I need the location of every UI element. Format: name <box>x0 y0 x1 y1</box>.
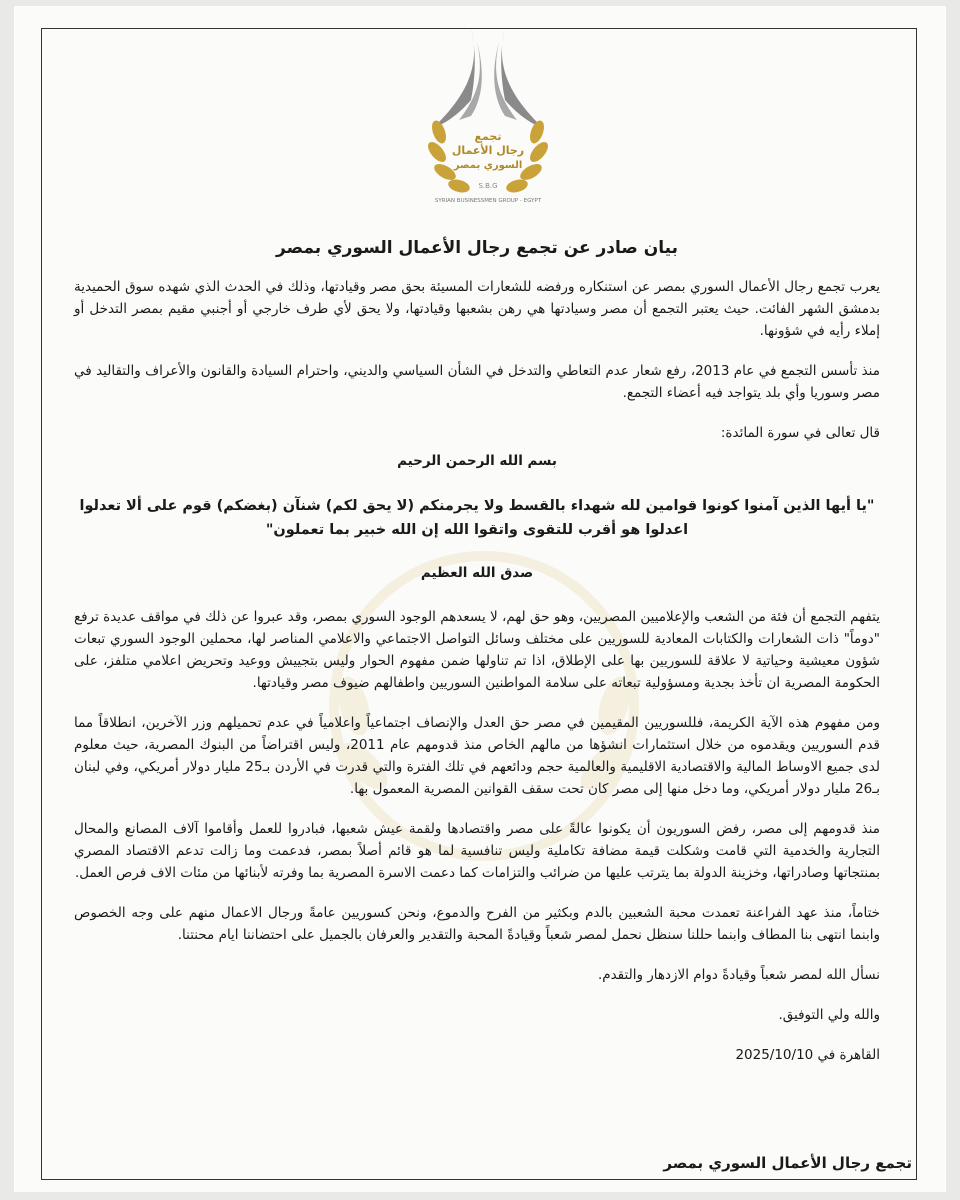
closing-line: والله ولي التوفيق. <box>778 1007 880 1023</box>
logo-abbr: S.B.G <box>478 182 498 190</box>
paragraph-media: يتفهم التجمع أن فئة من الشعب والإعلاميين المصريين، وهو حق لهم، لا يسعدهم الوجود السوري بمصر، وقد عبروا عن ذلك في مواقف عديدة ترفع "دوماً" ذات الشعارات والكتابات المعادية للسوريين على مختلف وسائل التواصل الاجتماعي والاعلامي المناصر لها، محملين الوجود السوري تبعات شؤون معيشية وحياتية لا علاقة للسوريين بها على الإطلاق، اذا تم تناولها ضمن مفهوم الحوار وليس بتجييش ووعيد وتحريض اعلامي متلفز، على الحكومة المصرية ان تأخذ بجدية ومسؤولية تبعاته على سلامة المواطنين السوريين واطفالهم ضيوف مصر وقيادتها. <box>74 609 880 691</box>
quran-intro: قال تعالى في سورة المائدة: <box>720 425 880 441</box>
statement-title: بيان صادر عن تجمع رجال الأعمال السوري بمصر <box>276 238 678 258</box>
paragraph-conclusion: ختاماً، منذ عهد الفراعنة تعمدت محبة الشعبين بالدم وبكثير من الفرح والدموع، ونحن كسوريين عامةً ورجال الاعمال منهم على وجه الخصوص وابنما انتهى بنا المطاف وابنما حللنا سنظل نحمل لمصر شعباً وقيادةً المحبة والتقدير والعرفان بالجميل على احتضاننا ايام محنتنا. <box>74 905 880 943</box>
sadaqa-line: صدق الله العظيم <box>420 565 534 581</box>
logo-line-2: رجال الأعمال <box>451 144 525 157</box>
date-line: القاهرة في 2025/10/10 <box>735 1047 880 1063</box>
paragraph-investments: ومن مفهوم هذه الآية الكريمة، فللسوريين المقيمين في مصر حق العدل والإنصاف اجتماعياً واعلامياً في عدم تحميلهم وزر الآخرين، انطلاقاً مما قدم السوريين ويقدموه من خلال استثمارات انشؤها من مالهم الخاص منذ قدومهم عام 2011، وليس اقتراضاً من البنوك المصرية، حيث معلوم لدى جميع الاوساط المالية والاقتصادية الاقليمية والعالمية حجم ودائعهم في تلك الفترة والتي قدرت في الأردن بـ25 مليار دولار أمريكي، وفي لبنان بـ26 مليار دولار أمريكي، وما دخل منها إلى مصر كان تحت سقف القوانين المصرية المعمول بها. <box>74 715 880 797</box>
logo-ring-text: SYRIAN BUSINESSMEN GROUP - EGYPT <box>434 198 542 204</box>
basmala: بسم الله الرحمن الرحيم <box>397 453 557 469</box>
logo-line-3: السوري بمصر <box>453 160 523 171</box>
logo-line-1: تجمع <box>474 130 502 143</box>
statement-body <box>74 238 880 1084</box>
paragraph-founding: منذ تأسس التجمع في عام 2013، رفع شعار عدم التعاطي والتدخل في الشأن السياسي والديني، واحترام السيادة والقانون والأعراف والتقاليد في مصر وسوريا وأي بلد يتواجد فيه أعضاء التجمع. <box>74 363 880 401</box>
paragraph-contribution: منذ قدومهم إلى مصر، رفض السوريون أن يكونوا عالةً على مصر واقتصادها ولقمة عيش شعبها، فبادروا للعمل وأقاموا آلاف المصانع والمحال التجارية والخدمية التي قامت وشكلت قيمة مضافة تكاملية وليس تنافسية لما هو قائم أصلاً بمصر، فدعمت وما زالت تدعم الاقتصاد المصري بمنتجاتها وصادراتها، وخزينة الدولة بما يترتب عليها من ضرائب والتزامات كما دعمت الاسرة المصرية بما وفرته لأبنائها من مئات الاف فرص العمل. <box>74 821 880 881</box>
paragraph-condemnation: يعرب تجمع رجال الأعمال السوري بمصر عن استنكاره ورفضه للشعارات المسيئة بحق مصر وقيادتها، وذلك في الحدث الذي شهده سوق الحميدية بدمشق الشهر الفائت. حيث يعتبر التجمع أن مصر وسيادتها هي رهن بشعبها وقيادتها، ولا يحق لأي طرف خارجي أو أجنبي مقيم بمصر التدخل أو إملاء رأيه في شؤونها. <box>74 279 880 339</box>
paragraph-prayer: نسأل الله لمصر شعباً وقيادةً دوام الازدهار والتقدم. <box>597 967 880 983</box>
quran-verse: "يا أيها الذين آمنوا كونوا قوامين لله شهداء بالقسط ولا يجرمنكم (لا يحق لكم) شنآن (بغضكم) قوم على ألا تعدلوا اعدلوا هو أقرب للتقوى واتقوا الله إن الله خبير بما تعملون" <box>79 498 875 538</box>
signature: تجمع رجال الأعمال السوري بمصر <box>663 1154 912 1172</box>
group-logo <box>413 20 563 210</box>
document-page <box>14 6 946 1192</box>
